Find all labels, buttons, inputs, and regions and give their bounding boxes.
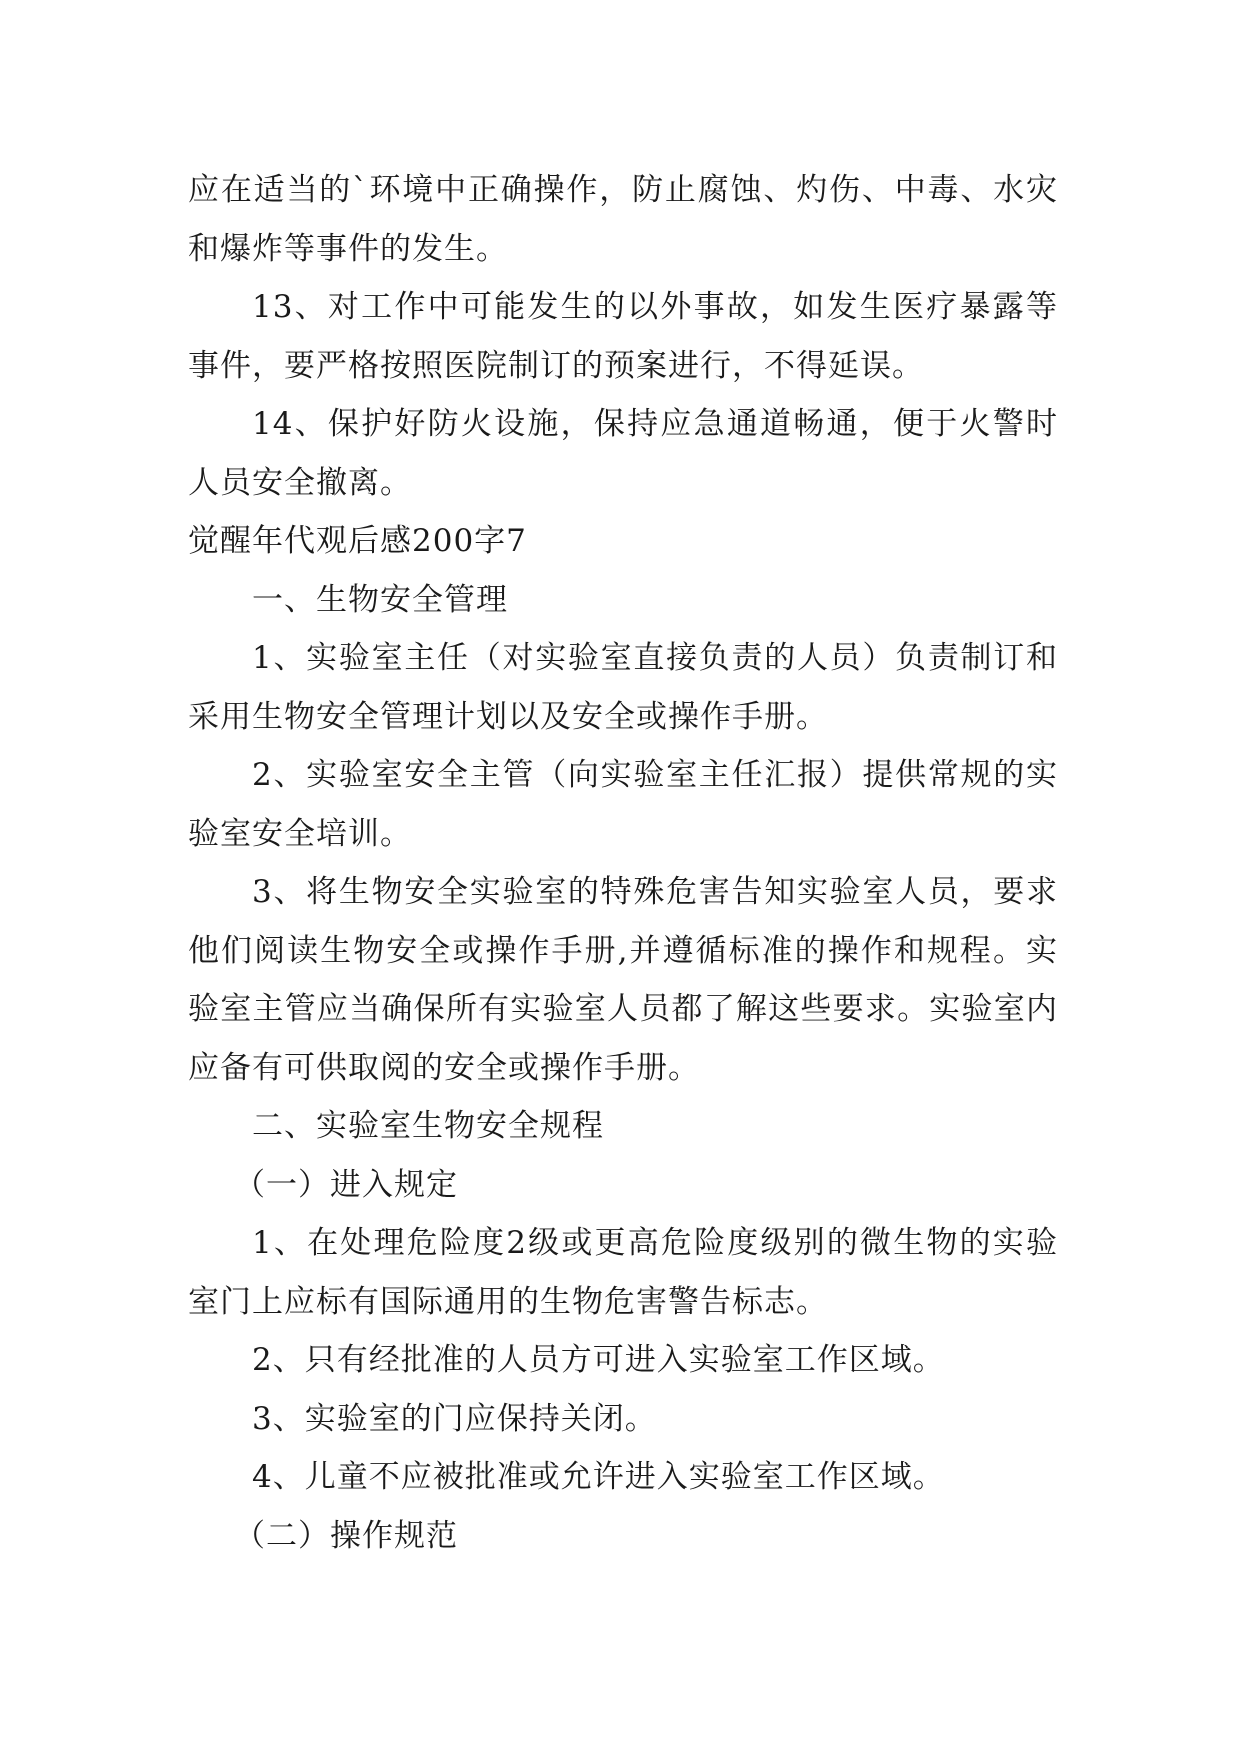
paragraph-entry-3: 3、实验室的门应保持关闭。 <box>252 1400 657 1437</box>
paragraph-continuation: 应在适当的`环境中正确操作，防止腐蚀、灼伤、中毒、水灾和爆炸等事件的发生。 <box>188 172 1058 267</box>
paragraph-item-14: 14、保护好防火设施，保持应急通道畅通，便于火警时人员安全撤离。 <box>188 406 1058 501</box>
paragraph-item-1: 1、实验室主任（对实验室直接负责的人员）负责制订和采用生物安全管理计划以及安全或操作手册。 <box>188 640 1058 735</box>
document-page <box>188 161 1058 1565</box>
subheading-entry-rules: （一）进入规定 <box>234 1166 458 1203</box>
paragraph-entry-1: 1、在处理危险度2级或更高危险度级别的微生物的实验室门上应标有国际通用的生物危害警告标志。 <box>188 1225 1058 1320</box>
heading-biosafety-procedures: 二、实验室生物安全规程 <box>252 1108 604 1144</box>
paragraph-entry-2: 2、只有经批准的人员方可进入实验室工作区域。 <box>252 1342 945 1378</box>
paragraph-item-3: 3、将生物安全实验室的特殊危害告知实验室人员，要求他们阅读生物安全或操作手册,并遵循标准的操作和规程。实验室主管应当确保所有实验室人员都了解这些要求。实验室内应备有可供取阅的安全或操作手册。 <box>188 874 1058 1086</box>
subheading-operation-rules: （二）操作规范 <box>234 1517 458 1554</box>
paragraph-item-13: 13、对工作中可能发生的以外事故，如发生医疗暴露等事件，要严格按照医院制订的预案进行，不得延误。 <box>188 289 1058 384</box>
paragraph-entry-4: 4、儿童不应被批准或允许进入实验室工作区域。 <box>252 1459 945 1495</box>
section-title: 觉醒年代观后感200字7 <box>188 523 527 559</box>
heading-biosafety-management: 一、生物安全管理 <box>252 581 508 618</box>
paragraph-item-2: 2、实验室安全主管（向实验室主任汇报）提供常规的实验室安全培训。 <box>188 757 1058 852</box>
